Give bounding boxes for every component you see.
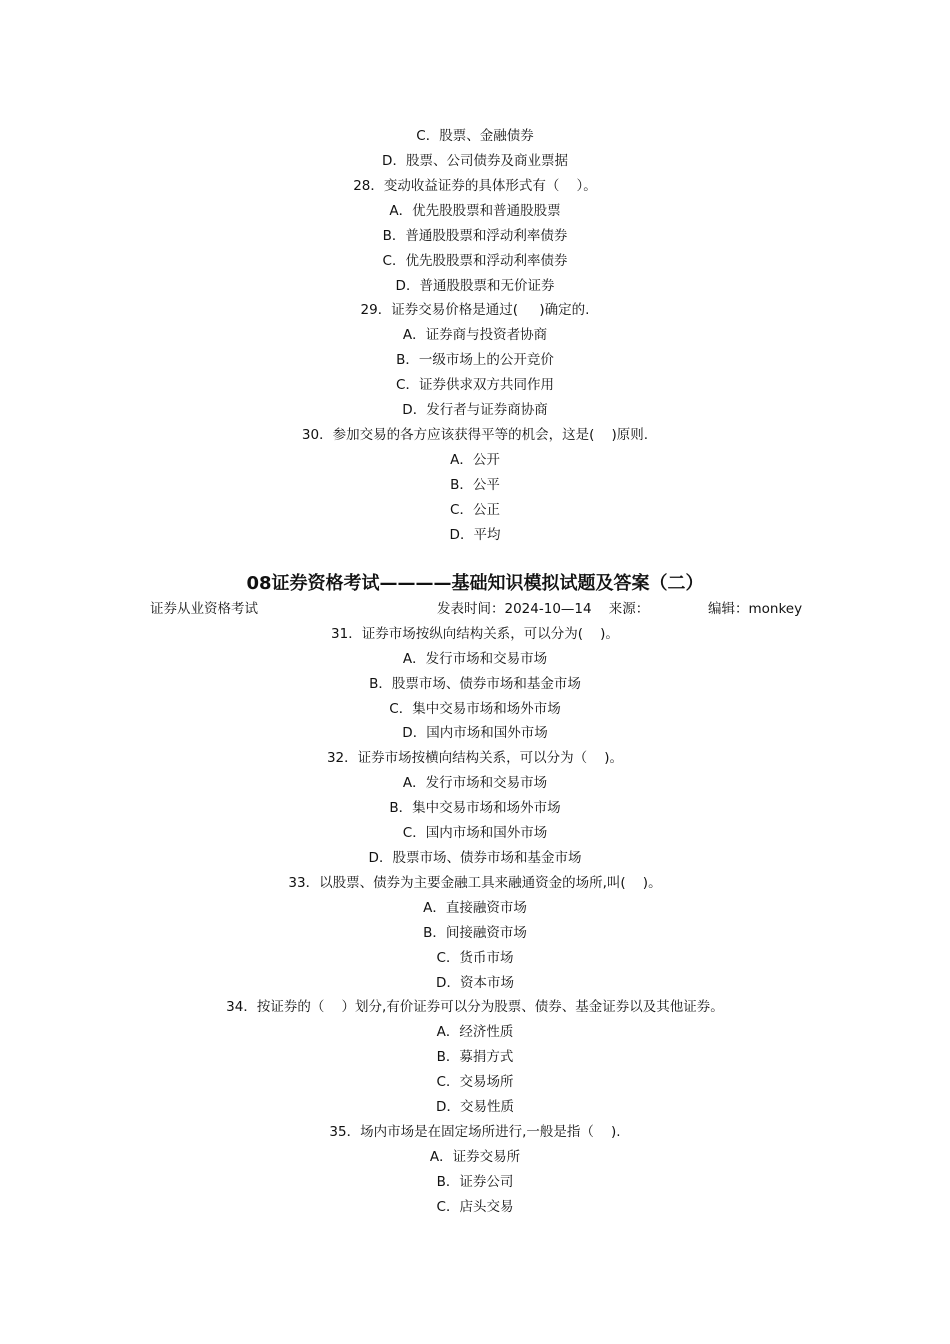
question-text: 33．以股票、债券为主要金融工具来融通资金的场所,叫( )。 — [288, 875, 662, 891]
question-text: 35．场内市场是在固定场所进行,一般是指（ ). — [329, 1124, 621, 1140]
answer-option: B．股票市场、债券市场和基金市场 — [369, 676, 581, 692]
answer-option: A．直接融资市场 — [423, 900, 527, 916]
article-editor: 编辑：monkey — [708, 601, 803, 617]
answer-option: C．证券供求双方共同作用 — [396, 377, 554, 393]
answer-option: A．发行市场和交易市场 — [402, 651, 548, 667]
article-category: 证券从业资格考试 — [150, 601, 258, 617]
answer-option: A．发行市场和交易市场 — [402, 775, 548, 791]
answer-option: A．证券交易所 — [429, 1149, 521, 1165]
question-text: 32．证券市场按横向结构关系，可以分为（ )。 — [326, 750, 624, 766]
answer-option: C．店头交易 — [436, 1199, 514, 1215]
answer-option: C．股票、金融债券 — [416, 128, 534, 144]
answer-option: D．股票、公司债券及商业票据 — [382, 153, 568, 169]
answer-option: D．资本市场 — [436, 975, 514, 991]
question-text: 31．证券市场按纵向结构关系，可以分为( )。 — [331, 626, 619, 642]
article-publish-info: 发表时间：2024-10—14 来源： — [437, 601, 650, 617]
answer-option: D．平均 — [449, 527, 501, 543]
question-text: 29．证券交易价格是通过( )确定的. — [360, 302, 590, 318]
answer-option: C．货币市场 — [436, 950, 514, 966]
answer-option: C．国内市场和国外市场 — [402, 825, 548, 841]
answer-option: A．优先股股票和普通股股票 — [389, 203, 561, 219]
article-title: 08证券资格考试————基础知识模拟试题及答案（二） — [246, 573, 704, 594]
answer-option: B．募捐方式 — [436, 1049, 514, 1065]
answer-option: B．间接融资市场 — [423, 925, 527, 941]
answer-option: B．公平 — [450, 477, 500, 493]
answer-option: A．证券商与投资者协商 — [402, 327, 548, 343]
answer-option: D．发行者与证券商协商 — [402, 402, 548, 418]
question-text: 34．按证券的（ ）划分,有价证券可以分为股票、债券、基金证券以及其他证券。 — [226, 999, 724, 1015]
answer-option: D．股票市场、债券市场和基金市场 — [368, 850, 582, 866]
answer-option: B．证券公司 — [436, 1174, 514, 1190]
answer-option: D．交易性质 — [436, 1099, 514, 1115]
answer-option: A．经济性质 — [436, 1024, 514, 1040]
question-text: 30．参加交易的各方应该获得平等的机会，这是( )原则. — [301, 427, 649, 443]
answer-option: B．集中交易市场和场外市场 — [389, 800, 561, 816]
answer-option: D．普通股股票和无价证券 — [395, 278, 555, 294]
answer-option: B．一级市场上的公开竞价 — [396, 352, 554, 368]
question-text: 28．变动收益证券的具体形式有（ ）。 — [353, 178, 597, 194]
answer-option: C．集中交易市场和场外市场 — [389, 701, 561, 717]
answer-option: C．公正 — [450, 502, 500, 518]
answer-option: A．公开 — [450, 452, 500, 468]
answer-option: D．国内市场和国外市场 — [402, 725, 548, 741]
answer-option: B．普通股股票和浮动利率债券 — [382, 228, 568, 244]
answer-option: C．优先股股票和浮动利率债券 — [382, 253, 568, 269]
answer-option: C．交易场所 — [436, 1074, 514, 1090]
